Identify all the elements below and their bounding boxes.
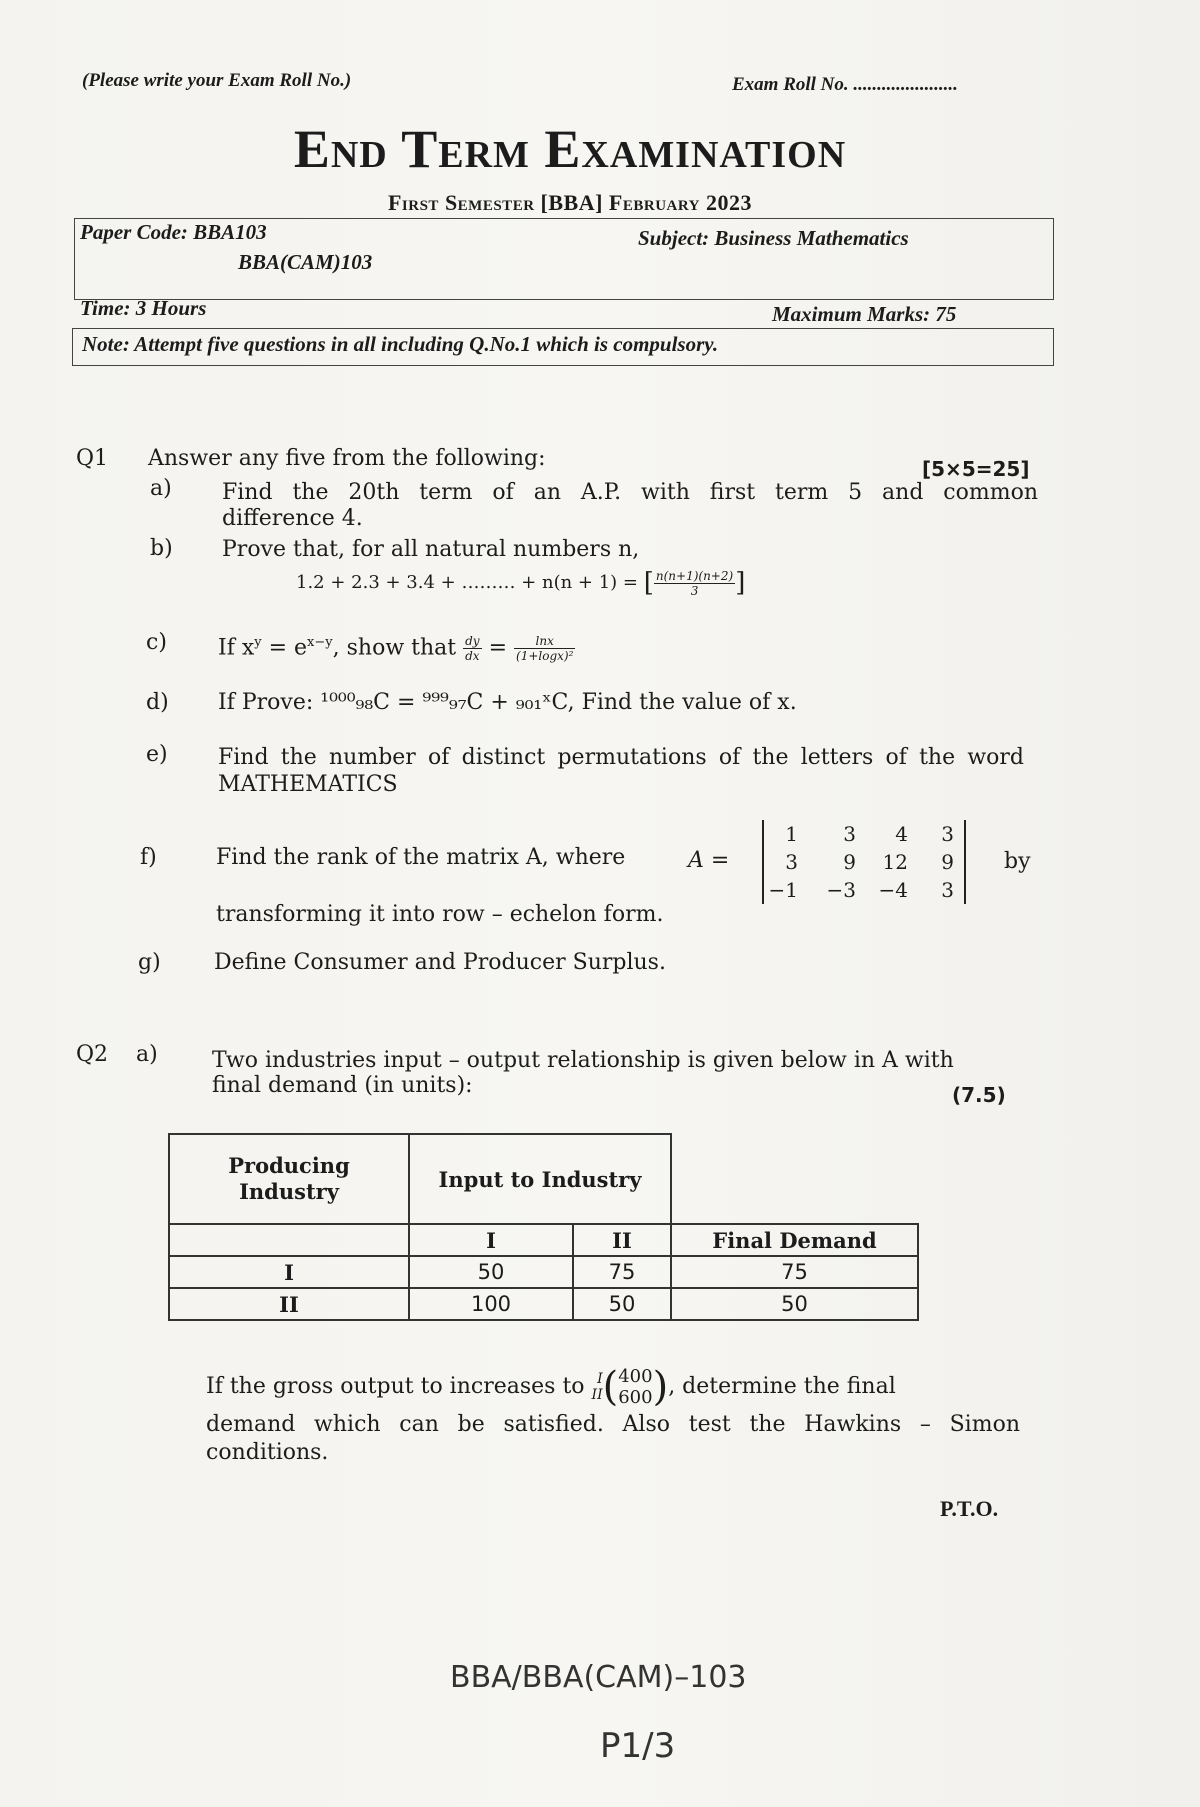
q2-number: Q2 xyxy=(76,1042,109,1067)
matrix-cell: 3 xyxy=(785,850,798,874)
q1-intro-text: Answer any five from the following: xyxy=(148,446,546,471)
q1c-sup1: y xyxy=(254,635,262,650)
paper-code-alt: BBA(CAM)103 xyxy=(238,250,373,274)
row-label: II xyxy=(169,1288,409,1320)
table-cell: 100 xyxy=(409,1288,573,1320)
q1f-label: f) xyxy=(140,845,157,870)
q1c-fraction-dydx xyxy=(463,634,481,663)
subject: Subject: Business Mathematics xyxy=(638,226,909,250)
q1d-label: d) xyxy=(146,690,169,715)
q1b-frac-den: 3 xyxy=(690,583,699,598)
q1c-fraction-rhs xyxy=(514,634,575,663)
matrix-cell: 3 xyxy=(941,822,954,846)
q1b-bracket-right: ] xyxy=(735,568,746,598)
q2a-label: a) xyxy=(136,1042,158,1067)
q2-after1-post: , determine the final xyxy=(668,1374,896,1399)
table-row xyxy=(169,1256,918,1288)
table-cell: 50 xyxy=(671,1288,918,1320)
matrix-cell: 9 xyxy=(843,850,856,874)
handwritten-paper-code: BBA/BBA(CAM)–103 xyxy=(450,1660,747,1695)
header-final-demand: Final Demand xyxy=(671,1224,918,1256)
q1g-text: Define Consumer and Producer Surplus. xyxy=(214,950,666,975)
table-cell: 75 xyxy=(573,1256,671,1288)
exam-note: Note: Attempt five questions in all including Q.No.1 which is compulsory. xyxy=(82,332,719,356)
q1c-frac1-num: dy xyxy=(465,633,480,648)
q2-after-line3: conditions. xyxy=(206,1440,329,1465)
table-row xyxy=(169,1134,918,1224)
q1c-part2: = e xyxy=(261,635,308,661)
matrix-cell: 1 xyxy=(785,822,798,846)
q1c-frac2-num: lnx xyxy=(514,634,575,649)
q1f-line2: transforming it into row – echelon form. xyxy=(216,902,664,927)
vector-label-top: I xyxy=(597,1371,603,1387)
matrix-cell: −4 xyxy=(878,878,908,902)
q1e-label: e) xyxy=(146,742,168,767)
q1b-formula xyxy=(296,568,745,598)
page-title: End Term Examination xyxy=(293,119,847,179)
pto-label: P.T.O. xyxy=(940,1496,999,1521)
gross-output-vector xyxy=(618,1366,652,1408)
q1b-label: b) xyxy=(150,536,173,561)
q1f-matrix xyxy=(762,820,966,904)
matrix-cell: 3 xyxy=(941,878,954,902)
q2-after-line1 xyxy=(206,1366,896,1408)
q1b-text: Prove that, for all natural numbers n, xyxy=(222,537,640,562)
q1-number: Q1 xyxy=(76,446,109,471)
io-table xyxy=(168,1133,919,1321)
q1c-equals: = xyxy=(488,635,508,661)
table-cell: 50 xyxy=(409,1256,573,1288)
q1b-bracket-left: [ xyxy=(643,568,654,598)
table-cell: 75 xyxy=(671,1256,918,1288)
q1c-sup2: x−y xyxy=(307,635,333,650)
q1e-line2: MATHEMATICS xyxy=(218,772,398,797)
q2-marks: (7.5) xyxy=(952,1083,1006,1107)
paper-code: Paper Code: BBA103 xyxy=(80,220,267,244)
header-producing-industry xyxy=(169,1134,409,1224)
q1b-fraction xyxy=(654,569,735,598)
semester-line: First Semester [BBA] February 2023 xyxy=(387,190,752,215)
q1c-part3: , show that xyxy=(332,635,457,661)
header-col-ii: II xyxy=(573,1224,671,1256)
q2-line1: Two industries input – output relationship is given below in A with xyxy=(212,1048,954,1073)
q1c-frac1-den: dx xyxy=(465,648,480,663)
table-empty-cell xyxy=(169,1224,409,1256)
matrix-cell: 3 xyxy=(843,822,856,846)
maximum-marks: Maximum Marks: 75 xyxy=(772,302,957,326)
q2-line2: final demand (in units): xyxy=(212,1073,473,1098)
matrix-cell: 9 xyxy=(941,850,954,874)
vector-bottom: 600 xyxy=(618,1387,653,1408)
q2-after1-pre: If the gross output to increases to xyxy=(206,1374,585,1399)
q1g-label: g) xyxy=(138,950,161,975)
q1-intro xyxy=(148,446,546,472)
q1c-text xyxy=(218,630,575,663)
q1f-text: Find the rank of the matrix A, where xyxy=(216,845,626,870)
table-row xyxy=(169,1224,918,1256)
q1d-text: If Prove: ¹⁰⁰⁰₉₈C = ⁹⁹⁹₉₇C + ₉₀₁ˣC, Find the value of x. xyxy=(218,690,797,715)
q1a-label: a) xyxy=(150,476,172,501)
row-label: I xyxy=(169,1256,409,1288)
q1c-frac2-den: (1+logx)² xyxy=(516,648,574,663)
header-col-i: I xyxy=(409,1224,573,1256)
time-allowed: Time: 3 Hours xyxy=(80,296,207,320)
q1a-line2: difference 4. xyxy=(222,506,363,531)
q1f-matrix-name: A = xyxy=(688,848,730,873)
q1c-part1: If x xyxy=(218,635,255,661)
roll-note: (Please write your Exam Roll No.) xyxy=(82,70,352,91)
q1e-line1: Find the number of distinct permutations of the letters of the word xyxy=(218,745,1024,770)
q1-marks: [5×5=25] xyxy=(922,457,1030,481)
q1f-by: by xyxy=(1004,849,1031,874)
q1a-line1: Find the 20th term of an A.P. with first term 5 and common xyxy=(222,480,1038,505)
q1b-frac-num: n(n+1)(n+2) xyxy=(655,568,734,583)
header-input-to-industry: Input to Industry xyxy=(409,1134,671,1224)
vector-paren-right: ) xyxy=(652,1364,669,1410)
matrix-cell: −3 xyxy=(826,878,856,902)
matrix-cell: −1 xyxy=(768,878,798,902)
header-producing-text: Producing Industry xyxy=(228,1153,350,1204)
q1c-label: c) xyxy=(146,630,167,655)
table-row xyxy=(169,1288,918,1320)
q2-after-line2: demand which can be satisfied. Also test the Hawkins – Simon xyxy=(206,1412,1020,1437)
vector-paren-left: ( xyxy=(602,1364,619,1410)
table-blank-cell xyxy=(671,1134,918,1224)
q1b-formula-lhs: 1.2 + 2.3 + 3.4 + ……… + n(n + 1) = xyxy=(296,572,638,593)
roll-number-field: Exam Roll No. ...................... xyxy=(732,74,958,95)
matrix-cell: 4 xyxy=(895,822,908,846)
vector-label-bottom: II xyxy=(591,1387,603,1403)
matrix-cell: 12 xyxy=(882,850,908,874)
table-cell: 50 xyxy=(573,1288,671,1320)
handwritten-page-number: P1/3 xyxy=(600,1726,676,1766)
vector-top: 400 xyxy=(618,1366,653,1387)
vector-row-labels xyxy=(592,1371,603,1403)
